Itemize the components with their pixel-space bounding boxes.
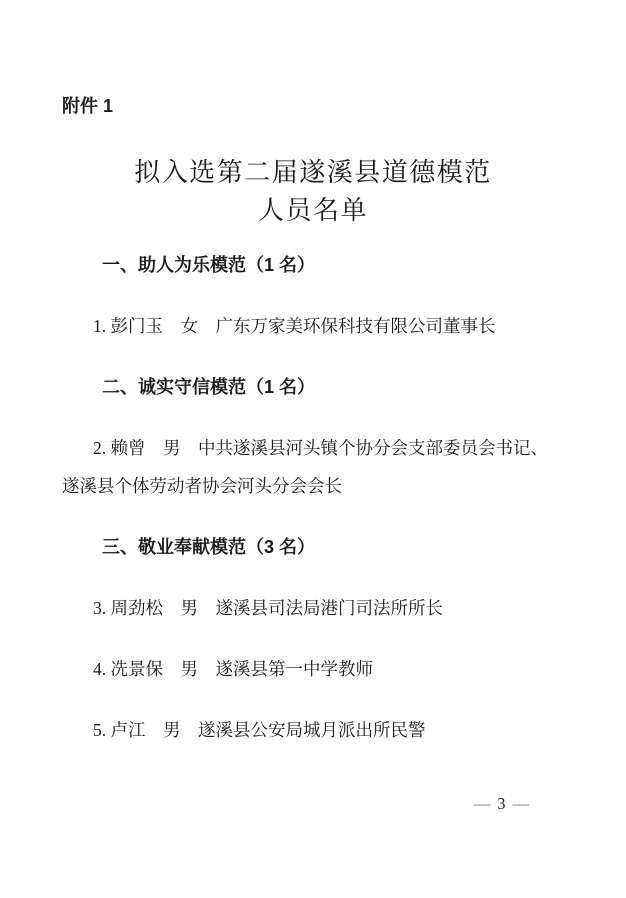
entry-1: 1. 彭门玉 女 广东万家美环保科技有限公司董事长	[93, 316, 496, 336]
page-number-left-dash: —	[473, 794, 492, 813]
page-number-value: 3	[497, 794, 507, 813]
section-helping-others	[62, 246, 564, 345]
entry-2: 2. 赖曾 男 中共遂溪县河头镇个协分会支部委员会书记、遂溪县个体劳动者协会河头分会会长	[62, 438, 548, 496]
attachment-label: 附件 1	[62, 96, 114, 116]
entry-4: 4. 冼景保 男 遂溪县第一中学教师	[93, 659, 373, 679]
section-honesty	[62, 368, 564, 505]
document-title	[62, 154, 564, 230]
entry-5: 5. 卢江 男 遂溪县公安局城月派出所民警	[93, 720, 426, 740]
section-heading-2: 二、诚实守信模范（1 名）	[102, 377, 316, 397]
page-number-right-dash: —	[512, 794, 530, 813]
page-number	[474, 795, 530, 813]
section-dedication	[62, 528, 564, 749]
document-title-line-2: 人员名单	[257, 196, 368, 225]
section-heading-3: 三、敬业奉献模范（3 名）	[102, 537, 316, 557]
document-title-line-1: 拟入选第二届遂溪县道德模范	[134, 158, 492, 187]
entry-3: 3. 周劲松 男 遂溪县司法局港门司法所所长	[93, 598, 443, 618]
section-heading-1: 一、助人为乐模范（1 名）	[102, 255, 316, 275]
